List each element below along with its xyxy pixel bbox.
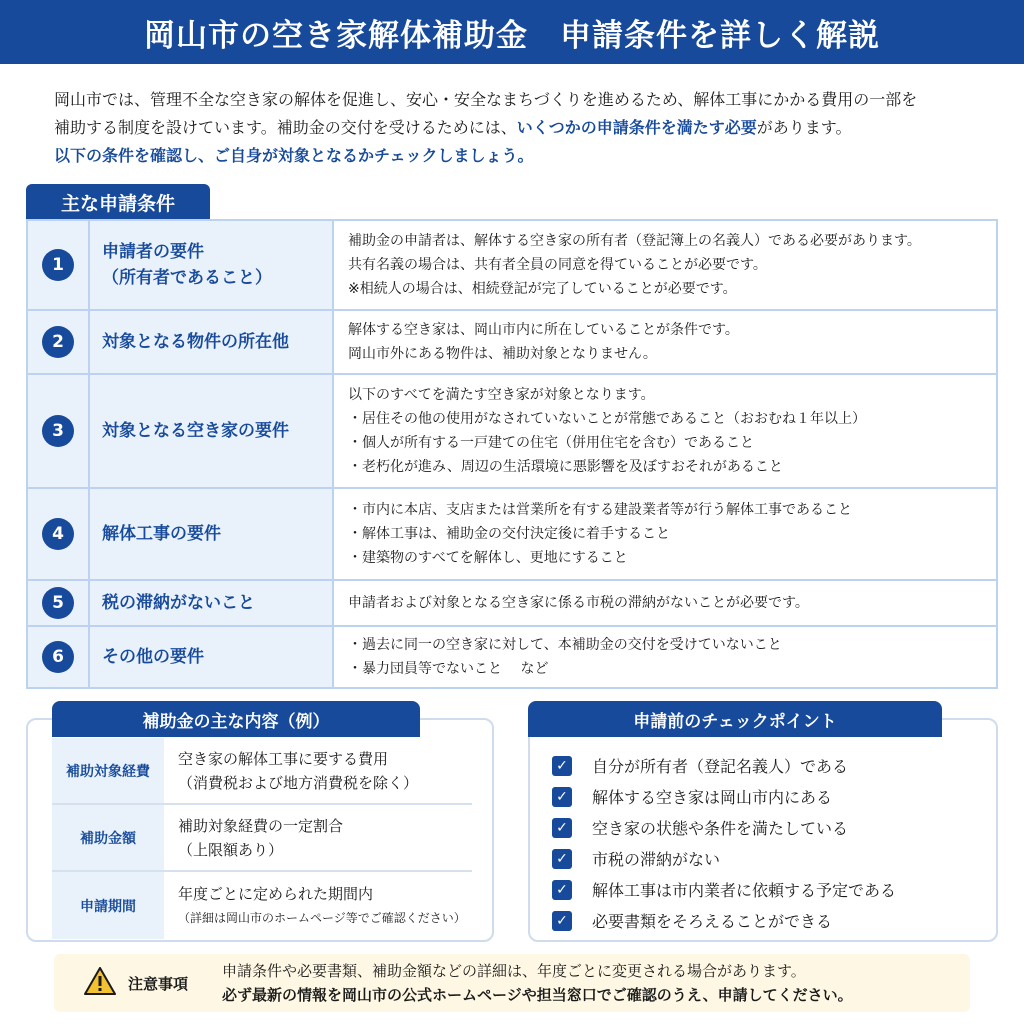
requirement-description-line: 補助金の申請者は、解体する空き家の所有者（登記簿上の名義人）である必要があります。 (348, 233, 921, 249)
requirement-title-line: その他の要件 (102, 647, 204, 667)
subsidy-table (52, 738, 472, 939)
intro-line-3: 以下の条件を確認し、ご自身が対象となるかチェックしましょう。 (54, 146, 534, 165)
requirement-number-cell (28, 489, 90, 579)
requirement-row (28, 579, 996, 625)
checklist-item (552, 905, 972, 936)
requirement-description (334, 627, 996, 687)
checkbox-icon: ✓ (552, 849, 572, 869)
requirement-description-line: ・暴力団員等でないこと など (348, 661, 549, 677)
requirement-number-cell (28, 581, 90, 625)
requirements-table (26, 219, 998, 689)
checklist-heading: 申請前のチェックポイント (528, 701, 942, 737)
subsidy-value-line: 補助対象経費の一定割合 (178, 816, 344, 835)
requirement-number: 1 (42, 249, 74, 281)
intro-line-2-part-b: があります。 (756, 118, 852, 137)
subsidy-value-note: （上限額あり） (178, 840, 284, 859)
requirement-description (334, 311, 996, 373)
checklist (552, 750, 972, 936)
requirement-row (28, 221, 996, 309)
requirement-number: 6 (42, 641, 74, 673)
subsidy-row-value (164, 872, 472, 939)
subsidy-row-label: 申請期間 (52, 872, 164, 939)
requirement-title (90, 311, 334, 373)
checklist-item-label: 自分が所有者（登記名義人）である (592, 757, 849, 776)
subsidy-row (52, 805, 472, 872)
requirement-title-line: 解体工事の要件 (102, 524, 221, 544)
requirement-description-line: ・過去に同一の空き家に対して、本補助金の交付を受けていないこと (348, 637, 782, 653)
title-banner (0, 0, 1024, 64)
intro-emphasis: いくつかの申請条件を満たす必要 (516, 118, 757, 137)
requirement-description-line: ・老朽化が進み、周辺の生活環境に悪影響を及ぼすおそれがあること (348, 459, 783, 475)
requirement-title-sub: （所有者であること） (102, 268, 272, 288)
notice-box (54, 954, 970, 1012)
requirement-title (90, 375, 334, 487)
intro-line-2 (54, 114, 994, 142)
subsidy-row (52, 738, 472, 805)
checkbox-icon: ✓ (552, 818, 572, 838)
requirement-title-line: 対象となる物件の所在他 (102, 332, 289, 352)
requirement-number: 2 (42, 326, 74, 358)
requirement-description-line: 岡山市外にある物件は、補助対象となりません。 (348, 346, 657, 362)
notice-text (222, 959, 853, 1007)
page-title: 岡山市の空き家解体補助金 申請条件を詳しく解説 (144, 17, 880, 54)
requirement-number-cell (28, 375, 90, 487)
subsidy-value-line: 年度ごとに定められた期間内 (178, 884, 374, 903)
requirement-description-line: 解体する空き家は、岡山市内に所在していることが条件です。 (348, 322, 739, 338)
requirement-description-line: ・市内に本店、支店または営業所を有する建設業者等が行う解体工事であること (348, 502, 852, 518)
subsidy-value-note: （詳細は岡山市のホームページ等でご確認ください） (178, 910, 466, 925)
checklist-item (552, 781, 972, 812)
intro-text (54, 86, 994, 170)
requirement-number-cell (28, 627, 90, 687)
checklist-item (552, 843, 972, 874)
requirement-row (28, 309, 996, 373)
requirement-description-line: 共有名義の場合は、共有者全員の同意を得ていることが必要です。 (348, 257, 767, 273)
requirement-number-cell (28, 311, 90, 373)
checklist-item-label: 解体する空き家は岡山市内にある (592, 788, 833, 807)
section-heading-main-requirements: 主な申請条件 (26, 184, 210, 220)
requirement-title (90, 627, 334, 687)
subsidy-row-value (164, 738, 472, 803)
checklist-item-label: 必要書類をそろえることができる (592, 912, 833, 931)
warning-icon (84, 967, 120, 999)
subsidy-value-line: 空き家の解体工事に要する費用 (178, 749, 389, 768)
notice-label: 注意事項 (128, 974, 189, 993)
requirement-description-line: ・個人が所有する一戸建ての住宅（併用住宅を含む）であること (348, 435, 754, 451)
requirement-title (90, 489, 334, 579)
checkbox-icon: ✓ (552, 880, 572, 900)
checklist-item-label: 市税の滞納がない (592, 850, 721, 869)
requirement-number-cell (28, 221, 90, 309)
requirement-title-line: 税の滞納がないこと (102, 593, 255, 613)
requirement-description-line: ・居住その他の使用がなされていないことが常態であること（おおむね１年以上） (348, 411, 866, 427)
requirement-row (28, 625, 996, 687)
checkbox-icon: ✓ (552, 911, 572, 931)
checkbox-icon: ✓ (552, 787, 572, 807)
checkbox-icon: ✓ (552, 756, 572, 776)
subsidy-heading: 補助金の主な内容（例） (52, 701, 420, 737)
subsidy-row-label: 補助対象経費 (52, 738, 164, 803)
requirement-description (334, 375, 996, 487)
requirement-row (28, 487, 996, 579)
subsidy-value-note: （消費税および地方消費税を除く） (178, 773, 419, 792)
requirement-number: 5 (42, 587, 74, 619)
checklist-item-label: 解体工事は市内業者に依頼する予定である (592, 881, 897, 900)
checklist-item (552, 750, 972, 781)
subsidy-row-label: 補助金額 (52, 805, 164, 870)
notice-line-1: 申請条件や必要書類、補助金額などの詳細は、年度ごとに変更される場合があります。 (222, 962, 806, 980)
requirement-number: 3 (42, 415, 74, 447)
intro-line-2-part-a: 補助する制度を設けています。補助金の交付を受けるためには、 (54, 118, 517, 137)
requirement-number: 4 (42, 518, 74, 550)
checklist-item-label: 空き家の状態や条件を満たしている (592, 819, 849, 838)
requirement-title (90, 581, 334, 625)
requirement-description-line: ※相続人の場合は、相続登記が完了していることが必要です。 (348, 281, 737, 297)
requirement-title (90, 221, 334, 309)
subsidy-row-value (164, 805, 472, 870)
checklist-item (552, 812, 972, 843)
requirement-description-line: ・建築物のすべてを解体し、更地にすること (348, 550, 628, 566)
requirement-title-line: 申請者の要件 (102, 242, 204, 262)
requirement-row (28, 373, 996, 487)
requirement-description (334, 489, 996, 579)
notice-line-2: 必ず最新の情報を岡山市の公式ホームページや担当窓口でご確認のうえ、申請してください。 (222, 986, 853, 1004)
requirement-description-line: ・解体工事は、補助金の交付決定後に着手すること (348, 526, 670, 542)
requirement-title-line: 対象となる空き家の要件 (102, 421, 289, 441)
subsidy-row (52, 872, 472, 939)
requirement-description-line: 申請者および対象となる空き家に係る市税の滞納がないことが必要です。 (348, 595, 809, 611)
checklist-item (552, 874, 972, 905)
requirement-description (334, 221, 996, 309)
intro-line-1: 岡山市では、管理不全な空き家の解体を促進し、安心・安全なまちづくりを進めるため、解体工事にかかる費用の一部を (54, 90, 918, 109)
requirement-description (334, 581, 996, 625)
requirement-description-line: 以下のすべてを満たす空き家が対象となります。 (348, 387, 655, 403)
